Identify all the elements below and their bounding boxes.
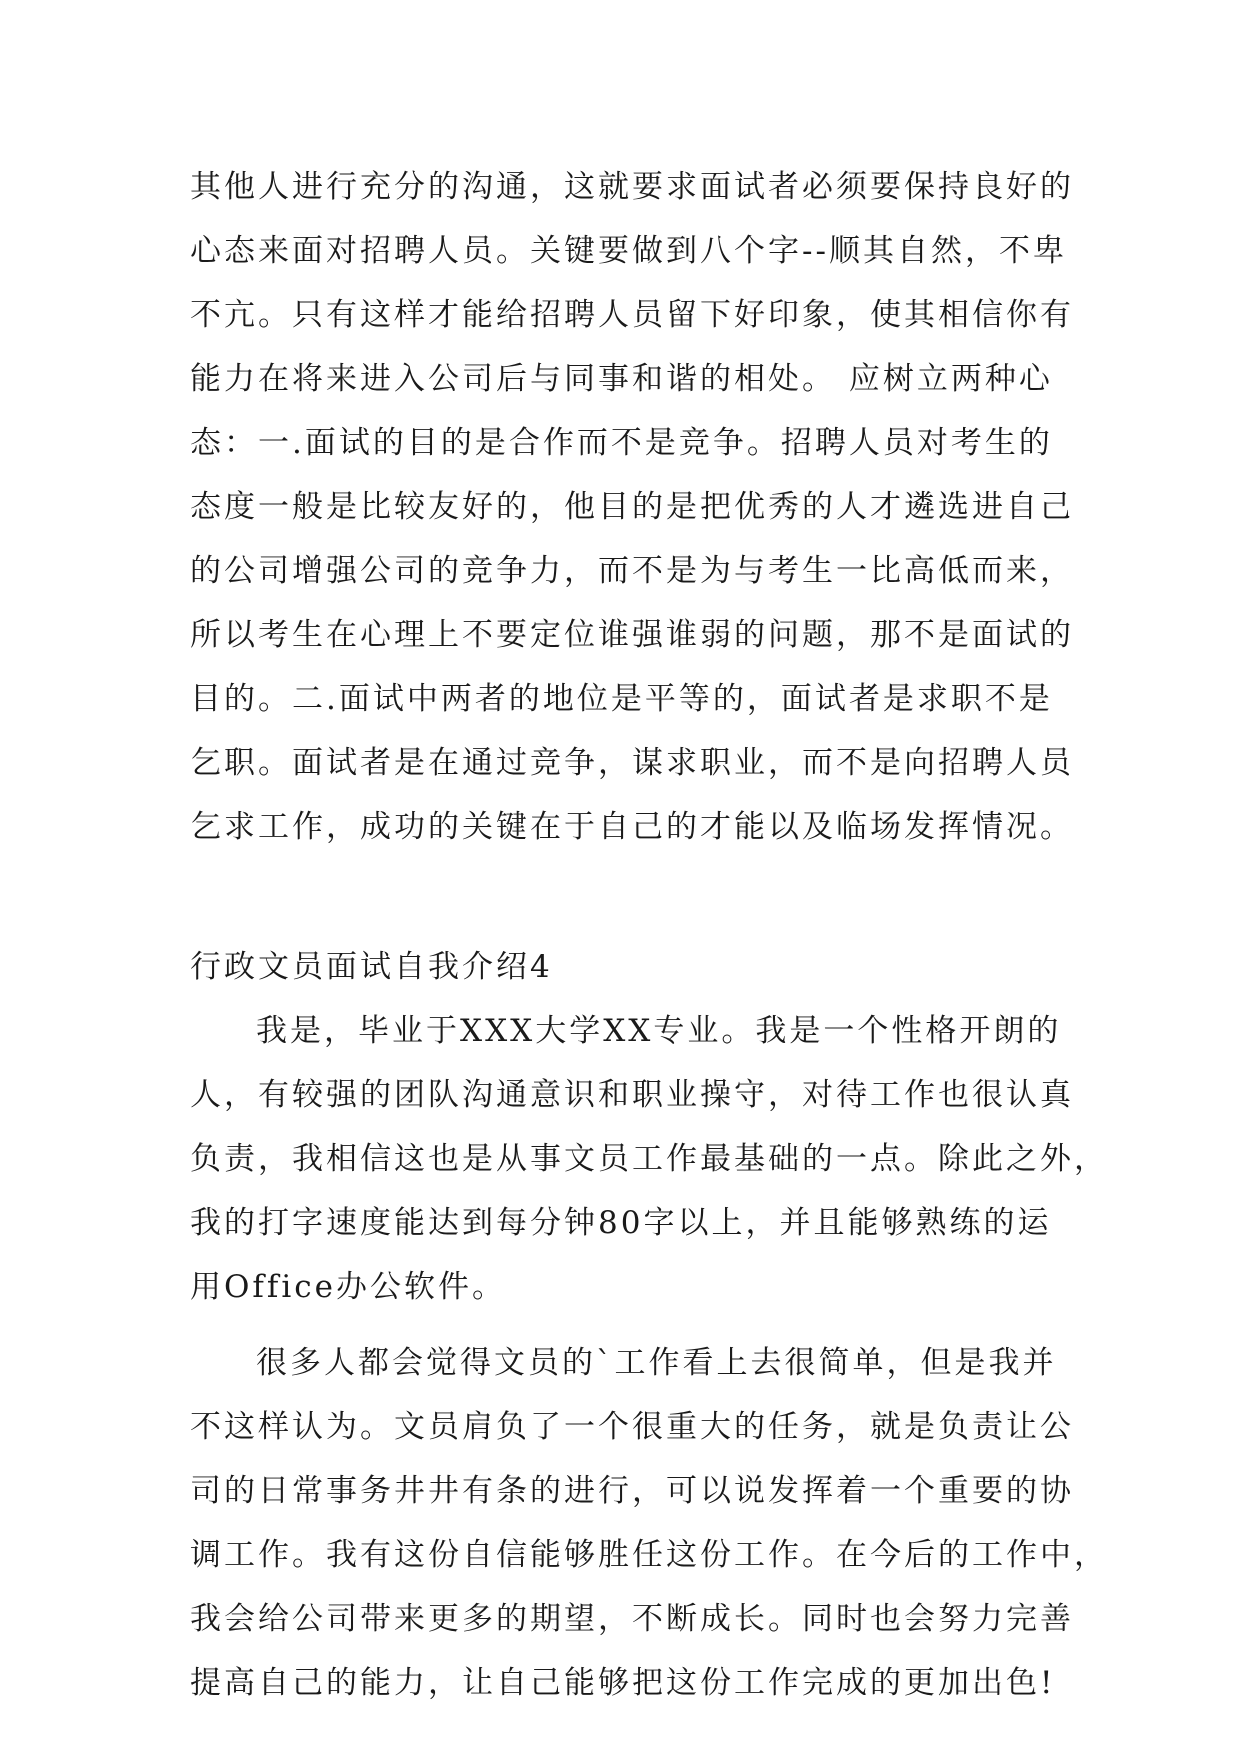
text-line: 人，有较强的团队沟通意识和职业操守，对待工作也很认真	[190, 1077, 1074, 1113]
text-line: 其他人进行充分的沟通，这就要求面试者必须要保持良好的	[190, 169, 1074, 205]
section-heading: 行政文员面试自我介绍4	[190, 949, 553, 985]
section2-paragraph-1	[190, 999, 1108, 1319]
text-line: 乞求工作，成功的关键在于自己的才能以及临场发挥情况。	[190, 809, 1074, 845]
text-line: 乞职。面试者是在通过竞争，谋求职业，而不是向招聘人员	[190, 745, 1074, 781]
text-line: 不亢。只有这样才能给招聘人员留下好印象，使其相信你有	[190, 297, 1074, 333]
section1-paragraph	[190, 155, 1074, 859]
text-line: 提高自己的能力，让自己能够把这份工作完成的更加出色!	[190, 1665, 1056, 1701]
text-line: 我的打字速度能达到每分钟80字以上，并且能够熟练的运	[190, 1205, 1052, 1241]
text-line: 负责，我相信这也是从事文员工作最基础的一点。除此之外，	[190, 1141, 1108, 1177]
text-line: 所以考生在心理上不要定位谁强谁弱的问题，那不是面试的	[190, 617, 1074, 653]
text-line: 我是，毕业于XXX大学XX专业。我是一个性格开朗的	[256, 1013, 1062, 1049]
text-line: 我会给公司带来更多的期望，不断成长。同时也会努力完善	[190, 1601, 1074, 1637]
text-line: 态度一般是比较友好的，他目的是把优秀的人才遴选进自己	[190, 489, 1074, 525]
text-line: 用Office办公软件。	[190, 1269, 506, 1305]
section2-paragraph-2	[190, 1331, 1108, 1715]
text-line: 调工作。我有这份自信能够胜任这份工作。在今后的工作中，	[190, 1537, 1108, 1573]
text-line: 司的日常事务井井有条的进行，可以说发挥着一个重要的协	[190, 1473, 1074, 1509]
text-line: 心态来面对招聘人员。关键要做到八个字--顺其自然，不卑	[190, 233, 1067, 269]
section-spacer	[190, 859, 1065, 935]
text-line: 不这样认为。文员肩负了一个很重大的任务，就是负责让公	[190, 1409, 1074, 1445]
document-body	[190, 155, 1108, 1715]
text-line: 目的。二.面试中两者的地位是平等的，面试者是求职不是	[190, 681, 1053, 717]
paragraph-spacer	[190, 1319, 1065, 1331]
text-line: 的公司增强公司的竞争力，而不是为与考生一比高低而来，	[190, 553, 1074, 589]
text-line: 能力在将来进入公司后与同事和谐的相处。 应树立两种心	[190, 361, 1053, 397]
text-line: 很多人都会觉得文员的`工作看上去很简单，但是我并	[256, 1345, 1057, 1381]
text-line: 态：一.面试的目的是合作而不是竞争。招聘人员对考生的	[190, 425, 1053, 461]
